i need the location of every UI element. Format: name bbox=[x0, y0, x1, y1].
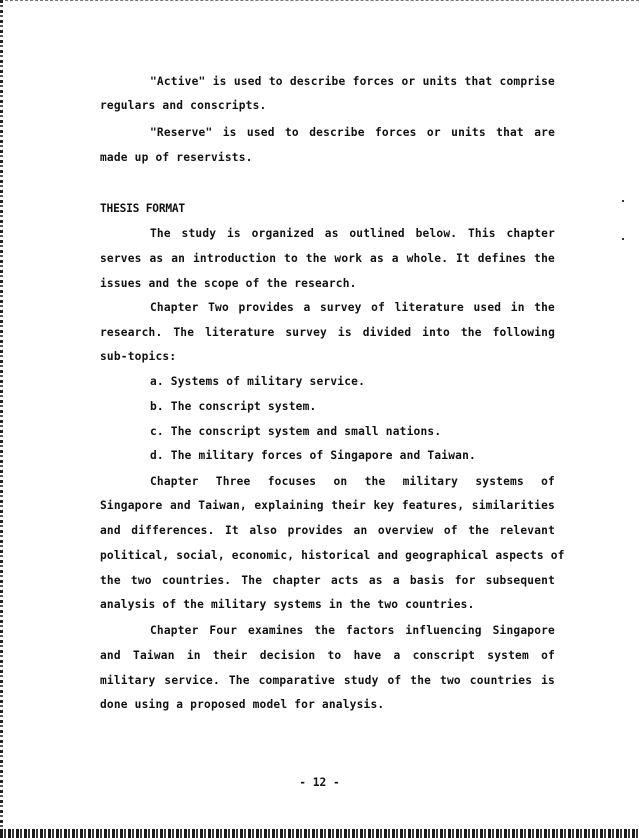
margin-mark bbox=[622, 238, 624, 240]
text-line: military service. The comparative study of the two countries is bbox=[100, 674, 555, 687]
text-line: issues and the scope of the research. bbox=[100, 277, 357, 290]
text-line: analysis of the military systems in the two countries. bbox=[100, 598, 475, 611]
text-line: political, social, economic, historical and geographical aspects of bbox=[100, 549, 565, 562]
text-line: research. The literature survey is divided into the following bbox=[100, 326, 555, 339]
page-number: - 12 - bbox=[299, 776, 340, 789]
margin-mark bbox=[622, 200, 624, 202]
text-line: "Reserve" is used to describe forces or units that are bbox=[150, 126, 555, 139]
text-line: Chapter Four examines the factors influencing Singapore bbox=[150, 624, 555, 637]
text-line: regulars and conscripts. bbox=[100, 99, 267, 112]
text-line: serves as an introduction to the work as a whole. It defines the bbox=[100, 252, 555, 265]
text-line: and differences. It also provides an overview of the relevant bbox=[100, 524, 555, 537]
text-line: Singapore and Taiwan, explaining their key features, similarities bbox=[100, 499, 555, 512]
text-line: and Taiwan in their decision to have a conscript system of bbox=[100, 649, 555, 662]
text-line: Chapter Two provides a survey of literature used in the bbox=[150, 301, 555, 314]
text-line: sub-topics: bbox=[100, 350, 177, 363]
list-item: c. The conscript system and small nations. bbox=[150, 425, 442, 438]
section-heading: THESIS FORMAT bbox=[100, 202, 185, 215]
list-item: a. Systems of military service. bbox=[150, 375, 365, 388]
bottom-edge-border bbox=[0, 829, 639, 838]
text-line: made up of reservists. bbox=[100, 151, 253, 164]
list-item: b. The conscript system. bbox=[150, 400, 317, 413]
text-line: done using a proposed model for analysis. bbox=[100, 698, 385, 711]
list-item: d. The military forces of Singapore and Taiwan. bbox=[150, 449, 476, 462]
left-edge-border bbox=[0, 0, 3, 838]
text-line: The study is organized as outlined below. This chapter bbox=[150, 227, 555, 240]
text-line: "Active" is used to describe forces or units that comprise bbox=[150, 75, 555, 88]
text-line: the two countries. The chapter acts as a basis for subsequent bbox=[100, 574, 555, 587]
top-edge-border bbox=[0, 0, 639, 4]
text-line: Chapter Three focuses on the military systems of bbox=[150, 475, 555, 488]
